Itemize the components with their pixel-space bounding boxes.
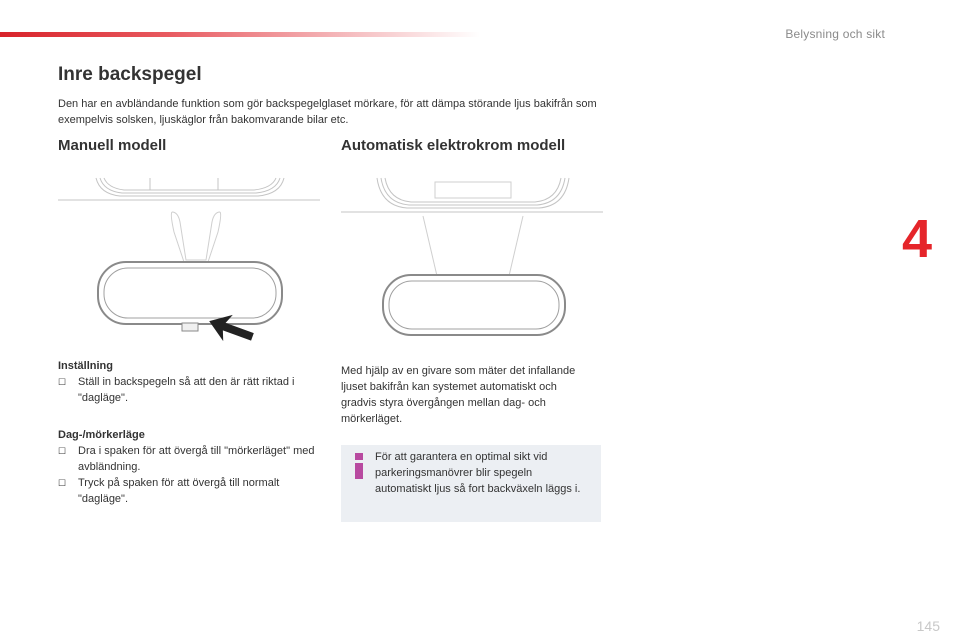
manual-mirror-illustration	[58, 172, 320, 350]
daynight-section	[58, 427, 326, 507]
info-icon	[352, 453, 366, 479]
daynight-item-text: Tryck på spaken för att övergå till normalt "dagläge".	[78, 477, 280, 505]
chapter-number: 4	[902, 209, 933, 269]
daynight-item	[58, 443, 326, 475]
setting-item-text: Ställ in backspegeln så att den är rätt riktad i "dagläge".	[78, 376, 295, 404]
info-box	[341, 445, 601, 522]
intro-text: Den har en avbländande funktion som gör backspegelglaset mörkare, för att dämpa störande ljus bakifrån som exempelvis solsken, ljuskäglor från bakomvarande bilar etc.	[58, 98, 597, 126]
manual-heading: Manuell modell	[58, 137, 167, 154]
setting-item	[58, 374, 326, 406]
daynight-label: Dag-/mörkerläge	[58, 429, 145, 441]
header-accent-bar	[0, 32, 480, 37]
daynight-item	[58, 475, 326, 507]
page-title: Inre backspegel	[58, 64, 202, 85]
setting-section	[58, 358, 326, 406]
section-title: Belysning och sikt	[785, 27, 885, 41]
daynight-item-text: Dra i spaken för att övergå till "mörkerläget" med avbländning.	[78, 445, 315, 473]
check-icon: ☐	[58, 446, 67, 456]
automatic-text: Med hjälp av en givare som mäter det infallande ljuset bakifrån kan systemet automatiskt och gradvis styra övergången mellan dag- och mörkerläget.	[341, 365, 576, 425]
automatic-mirror-illustration	[341, 172, 603, 350]
page-number: 145	[916, 618, 940, 634]
check-icon: ☐	[58, 478, 67, 488]
setting-label: Inställning	[58, 360, 113, 372]
automatic-heading: Automatisk elektrokrom modell	[341, 137, 566, 154]
check-icon: ☐	[58, 377, 67, 387]
info-text: För att garantera en optimal sikt vid parkeringsmanövrer blir spegeln automatiskt ljus så fort backväxeln läggs i.	[375, 451, 581, 495]
